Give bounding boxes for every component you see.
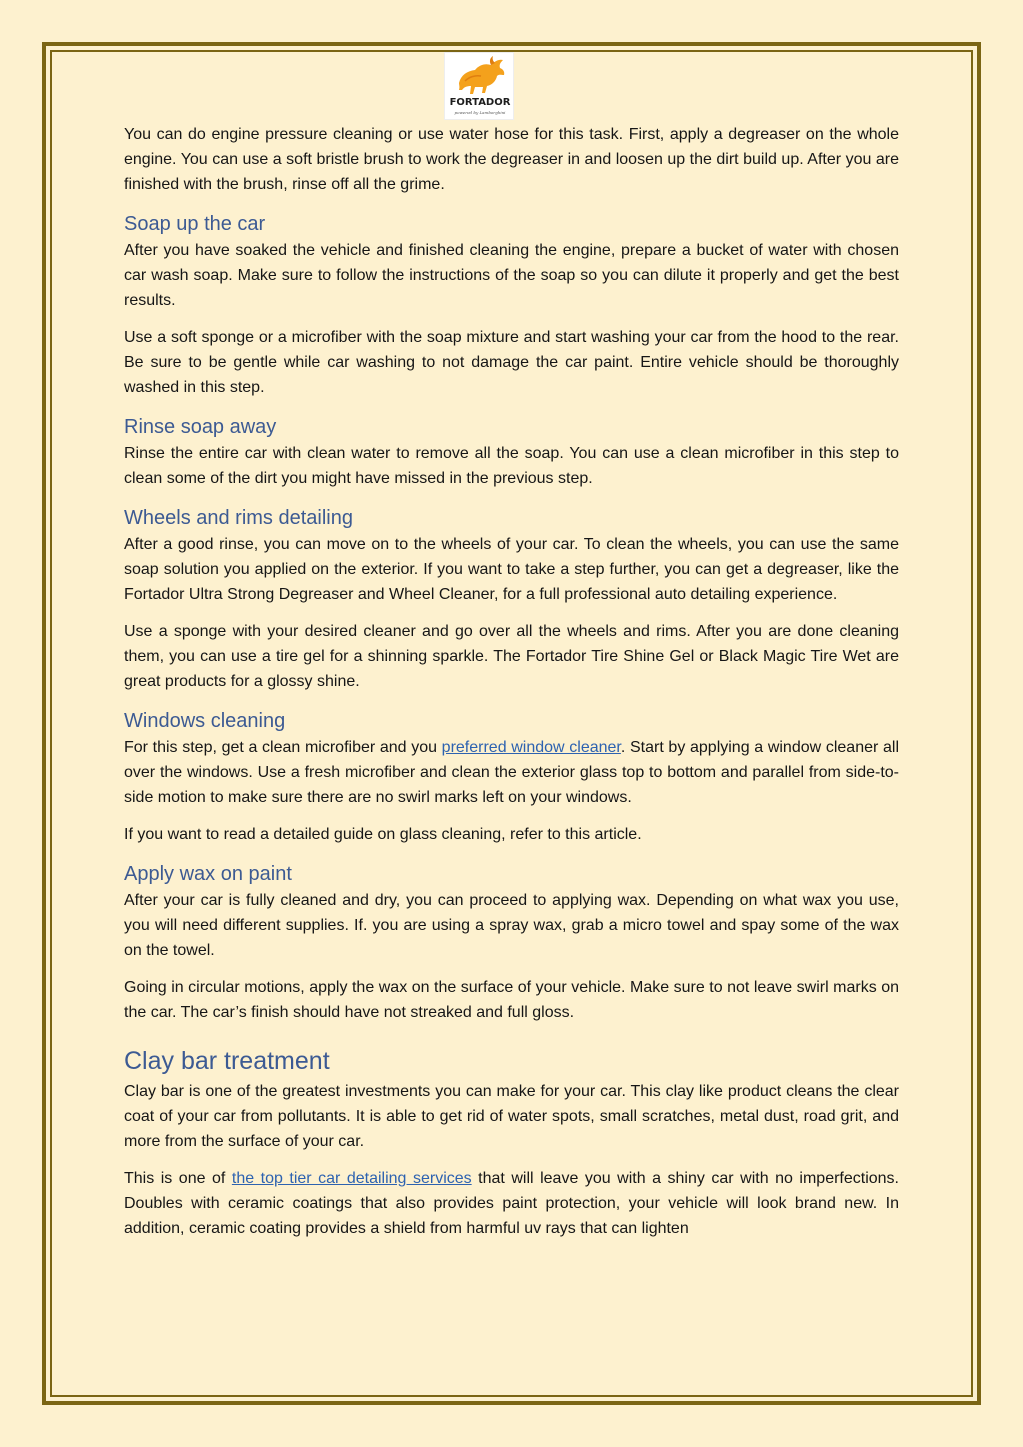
windows-paragraph-2: If you want to read a detailed guide on glass cleaning, refer to this article. [124, 826, 642, 843]
wax-paragraph-2: Going in circular motions, apply the wax on the surface of your vehicle. Make sure to not leave swirl marks on the car. The car’s finish should have not streaked and full gloss. [124, 979, 899, 1021]
windows-text-after: . Start by applying a window cleaner all over the windows. Use a fresh microfiber and clean the exterior glass top to bottom and parallel from side-to-side motion to make sure there are no swirl marks left on your windows. [124, 739, 899, 806]
clay-paragraph-2 [124, 1166, 899, 1241]
wheels-paragraph-2: Use a sponge with your desired cleaner and go over all the wheels and rims. After you are done cleaning them, you can use a tire gel for a shinning sparkle. The Fortador Tire Shine Gel or Black Magic Tire Wet are great products for a glossy shine. [124, 623, 899, 690]
window-cleaner-link[interactable]: preferred window cleaner [441, 739, 621, 756]
detailing-services-link[interactable]: the top tier car detailing services [231, 1170, 472, 1187]
clay-text-after: that will leave you with a shiny car with no imperfections. Doubles with ceramic coatings that also provides paint protection, your vehicle will look brand new. In addition, ceramic coating provides a shield from harmful uv rays that can lighten [124, 1170, 900, 1237]
intro-paragraph: You can do engine pressure cleaning or use water hose for this task. First, apply a degreaser on the whole engine. You can use a soft bristle brush to work the degreaser in and loosen up the dirt build up. After you are finished with the brush, rinse off all the grime. [124, 126, 899, 193]
heading-soap: Soap up the car [124, 213, 266, 235]
rinse-paragraph: Rinse the entire car with clean water to remove all the soap. You can use a clean microfiber in this step to clean some of the dirt you might have missed in the previous step. [124, 445, 899, 487]
wheels-paragraph-1: After a good rinse, you can move on to the wheels of your car. To clean the wheels, you can use the same soap solution you applied on the exterior. If you want to take a step further, you can get a degreaser, like the Fortador Ultra Strong Degreaser and Wheel Cleaner, for a full professional auto detailing experience. [124, 536, 899, 603]
article-content [124, 122, 899, 1253]
wax-paragraph-1: After your car is fully cleaned and dry, you can proceed to applying wax. Depending on what wax you use, you will need different supplies. If. you are using a spray wax, grab a micro towel and spay some of the wax on the towel. [124, 892, 899, 959]
fortador-logo [444, 52, 514, 120]
heading-wheels: Wheels and rims detailing [124, 507, 353, 529]
logo-name: FORTADOR [449, 97, 511, 108]
soap-paragraph-1: After you have soaked the vehicle and finished cleaning the engine, prepare a bucket of water with chosen car wash soap. Make sure to follow the instructions of the soap so you can dilute it properly and get the best results. [124, 242, 899, 309]
heading-windows: Windows cleaning [124, 710, 286, 732]
clay-text-before: This is one of [124, 1170, 232, 1187]
windows-paragraph-1 [124, 735, 899, 810]
logo-tagline: powered by Lamborghini [454, 110, 506, 115]
heading-clay: Clay bar treatment [124, 1047, 330, 1075]
bull-icon [445, 53, 515, 99]
heading-rinse: Rinse soap away [124, 416, 277, 438]
heading-wax: Apply wax on paint [124, 863, 292, 885]
soap-paragraph-2: Use a soft sponge or a microfiber with the soap mixture and start washing your car from the hood to the rear. Be sure to be gentle while car washing to not damage the car paint. Entire vehicle should be thoroughly washed in this step. [124, 329, 899, 396]
windows-text-before: For this step, get a clean microfiber and you [124, 739, 442, 756]
clay-paragraph-1: Clay bar is one of the greatest investments you can make for your car. This clay like product cleans the clear coat of your car from pollutants. It is able to get rid of water spots, small scratches, metal dust, road grit, and more from the surface of your car. [124, 1083, 899, 1150]
